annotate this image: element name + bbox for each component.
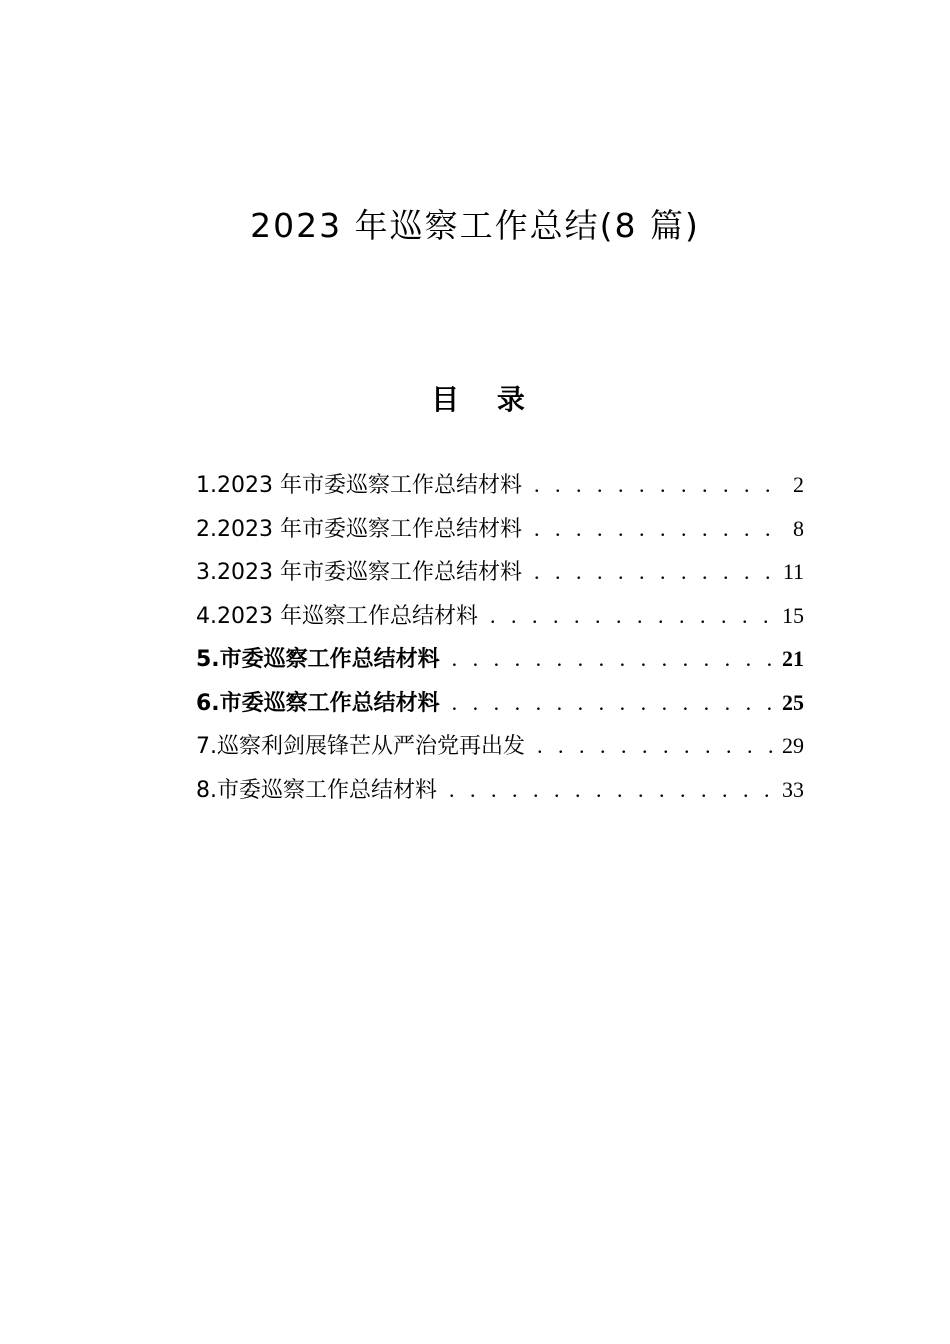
toc-entry-7[interactable] <box>196 729 804 773</box>
dot-leader <box>537 733 778 759</box>
toc-entry-label: 1.2023 年市委巡察工作总结材料 <box>196 473 522 498</box>
toc-entry-4[interactable] <box>196 599 804 643</box>
toc-entry-page: 33 <box>782 776 804 802</box>
toc-entry-8[interactable] <box>196 773 804 817</box>
toc-entry-page: 21 <box>782 646 804 671</box>
toc-entry-page: 8 <box>793 515 804 541</box>
toc-entry-page: 29 <box>782 733 804 758</box>
toc-entry-6[interactable] <box>196 686 804 730</box>
dot-leader <box>534 472 778 498</box>
toc-entry-label: 6.市委巡察工作总结材料 <box>196 690 440 716</box>
toc-entry-page: 25 <box>782 689 804 715</box>
toc-entry-2[interactable] <box>196 512 804 556</box>
table-of-contents <box>196 468 804 816</box>
dot-leader <box>452 646 778 672</box>
toc-entry-label: 2.2023 年市委巡察工作总结材料 <box>196 516 522 542</box>
toc-entry-label: 3.2023 年市委巡察工作总结材料 <box>196 560 522 585</box>
dot-leader <box>490 603 778 629</box>
toc-entry-label: 7.巡察利剑展锋芒从严治党再出发 <box>196 734 525 759</box>
toc-entry-label: 5.市委巡察工作总结材料 <box>196 647 440 672</box>
document-title: 2023 年巡察工作总结(8 篇) <box>250 206 700 245</box>
dot-leader <box>534 516 778 542</box>
toc-entry-page: 15 <box>782 602 804 628</box>
toc-heading: 目 录 <box>431 383 539 416</box>
toc-entry-label: 4.2023 年巡察工作总结材料 <box>196 603 478 629</box>
toc-entry-5[interactable] <box>196 642 804 686</box>
dot-leader <box>449 777 778 803</box>
toc-entry-label: 8.市委巡察工作总结材料 <box>196 777 437 803</box>
dot-leader <box>534 559 778 585</box>
toc-entry-page: 11 <box>782 559 804 584</box>
toc-entry-page: 2 <box>793 472 804 497</box>
dot-leader <box>452 690 778 716</box>
toc-entry-1[interactable] <box>196 468 804 512</box>
toc-entry-3[interactable] <box>196 555 804 599</box>
